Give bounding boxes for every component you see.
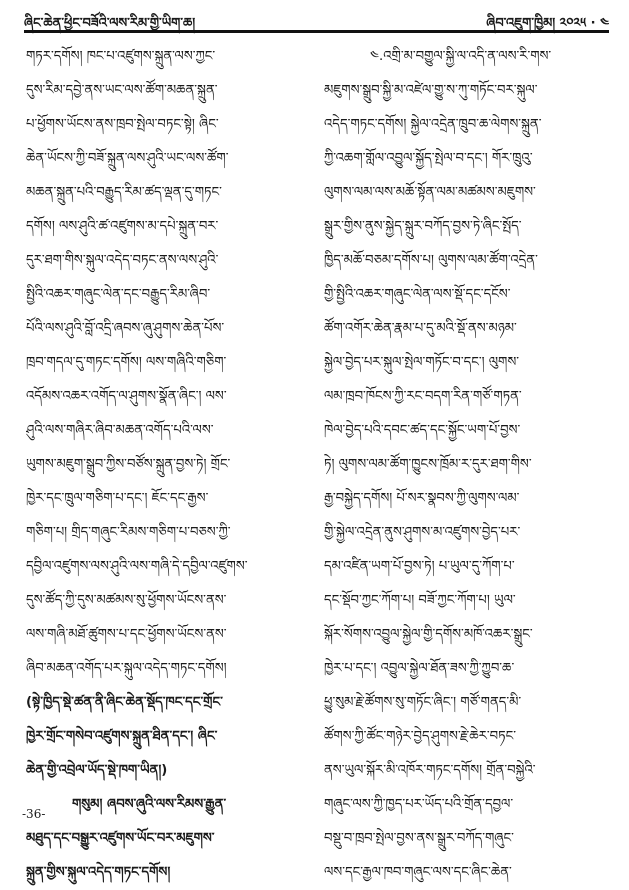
text-line: བསྡུ་བ་ཁྲབ་སྤེལ་བྱས་ནས་སྒྲུར་བཀོད་གཞུང་ — [324, 831, 514, 846]
text-line: ཞིབ་མཆན་འགོད་པར་སྐུལ་འདེད་གཏང་དགོས། — [26, 661, 227, 676]
text-line: དང་སྡོབ་ཀྱང་ཀོག་པ། བཟོ་ཀྱང་ཀོག་པ། ཡུལ་ — [324, 593, 516, 608]
text-line: སྐྲུན་གྱིས་སྐུལ་འདེད་གཏང་དགོས། — [26, 865, 171, 880]
text-line: གཏར་དགོས། ཁང་པ་འཛུགས་སྐྲུན་ལས་ཀྱང་ — [26, 49, 216, 64]
text-line: ཁྲབ་གདལ་དུ་གཏང་དགོས། ལས་གཞིའི་གཅིག་ — [26, 355, 227, 370]
text-line: (སྟེ་ཁྱིད་སྡེ་ཚན་ནི་ཞིང་ཆེན་སྡོད་ཁང་དང་གྲོང་ — [26, 695, 223, 710]
text-line: དབྱིལ་འཛུགས་ལས་ཤུའི་ལས་གཞི་དེ་དབྱིལ་འཛུགས་ — [26, 559, 248, 574]
text-line: ཤུའི་ལས་གཞིར་ཞིབ་མཆན་འགོད་པའི་ལས་ — [26, 423, 214, 438]
text-line: ཁྱིད་མཆོ་བཅམ་དགོས་པ། ལུགས་ལམ་ཚོག་འདྲེན་ — [324, 253, 538, 268]
text-line: པ་ཕྱོགས་ཡོངས་ནས་ཁྲབ་སྤེལ་བཏང་སྟེ། ཞིང་ — [26, 117, 219, 132]
text-line: སྐྱེལ་བྱེད་པར་སྐུལ་སྤེལ་གཏོང་བ་དང་། ལུགས་ — [324, 355, 520, 370]
text-line: ཏེ། ལུགས་ལམ་ཚོག་ཁྱུངས་ཁྲོམ་ར་དུར་ཐག་གིས་ — [324, 457, 532, 472]
text-line: ཡུགས་མཇུག་སྒྲུབ་ཀྱིས་བཙོས་སྐྲུན་བྱས་ཏེ། གྲོང་ — [26, 457, 231, 472]
text-line: དུར་ཐག་གིས་སྐུལ་འདེད་བཏང་ནས་ལས་ཤུའི་ — [26, 253, 219, 268]
text-line: ཁྱེར་པ་དང་། འབྱུལ་སྐྱེལ་ཐོན་ཟས་ཀྱི་ཀྱུབ་ཆ་ — [324, 661, 515, 676]
text-line: སྐོར་སོགས་འབྱུལ་སྐྱེལ་གྱི་དགོས་མཁོ་འཆར་སྒྲུང་ — [324, 627, 533, 642]
text-line: པོའི་ལས་ཤུའི་བློ་འདྲི་ཞབས་ཞུ་ཤུགས་ཆེན་པོས་ — [26, 321, 225, 336]
text-line: གྱི་སྤྱིའི་འཆར་གཞུང་ལེན་ལས་སྡོ་དང་དངོས་ — [324, 287, 511, 302]
text-line: ཁེལ་བྱེད་པའི་དབང་ཚད་དང་སྐྱོང་ཡག་པོ་བྱས་ — [324, 423, 521, 438]
text-line: ཆེན་ཡོངས་ཀྱི་བཟོ་སྐྲུན་ལས་ཤུའི་ཡང་ལས་ཚོག་ — [26, 151, 229, 166]
right-column — [324, 40, 608, 890]
text-line: ཕྱུ་སུམ་རྗེ་ཚོགས་སུ་གཏོང་ཞིང་། གཙོ་གནད་མི་ — [324, 695, 522, 710]
header-rule — [24, 30, 609, 33]
text-line: མཆན་སྐྲུན་པའི་བརྒྱུད་རིམ་ཚད་ལྡན་དུ་གཏང་ — [26, 185, 222, 200]
text-line: ཚོགས་ཀྱི་ཚོང་གཉེར་བྱེད་ཤུགས་རྗེ་ཆེར་བཏང་ — [324, 729, 516, 744]
text-line: ལམ་ཁྲབ་ཁོངས་ཀྱི་རང་བདག་རིན་གཙོ་གཏན་ — [324, 389, 522, 404]
text-line: དུས་ཚོད་ཀྱི་དུས་མཚམས་སུ་ཕྱོགས་ཡོངས་ནས་ — [26, 593, 227, 608]
text-line: གཞུང་ལས་ཀྱི་ཁྱད་པར་ཡོད་པའི་གྲོན་དབྱལ་ — [324, 797, 514, 812]
text-line: གསུམ། ཞབས་ཞུའི་ལས་རིམས་རྒྱུན་ — [72, 797, 227, 812]
text-line: ལས་གཞི་མཐོ་ཚུགས་པ་དང་ཕྱོགས་ཡོངས་ནས་ — [26, 627, 227, 642]
text-line: ཆེན་གྱི་འབྲེལ་ཡོད་སྡེ་ཁག་ཡིན།) — [26, 763, 168, 778]
page-number: -36- — [22, 807, 46, 821]
text-line: མཇུགས་སྒྲུབ་སྐྱི་མ་འཛེལ་གྱུ་ས་ཀུ་གཏོང་བར་སྐུལ་ — [324, 83, 538, 98]
text-line: འདོམས་འཆར་འགོད་ལ་ཤུགས་སྣོན་ཞིང་། ལས་ — [26, 389, 227, 404]
text-line: ལུགས་ལམ་ལས་མཆོ་སྟོན་ལམ་མཚམས་མཇུགས་ — [324, 185, 536, 200]
text-line: མཐུད་དང་བསྒྱུར་འཛུགས་ཡོང་བར་མཇུགས་ — [26, 831, 215, 846]
text-line: ཁྱེར་དང་ཁྲུལ་གཅིག་པ་དང་། ཇོང་དང་རྒྱས་ — [26, 491, 209, 506]
text-line: ནས་ཡུལ་སྐོར་མི་འཁོར་གཏང་དགོས། གྲོན་བསྐྱེའི་ — [324, 763, 536, 778]
text-line: ཀྱི་འཆག་གློལ་འབྱུལ་སྐྱོད་སྤེལ་བ་དང་། གོར་ཁྲུའུ་ — [324, 151, 533, 166]
text-line: སྒྲུར་གྱིས་ནུས་སྐྱེད་སྐྲུར་བཀོད་བྱས་ཏེ་ཞིང་སྤོད་ — [324, 219, 522, 234]
text-line: དུས་རིམ་དབྱེ་ནས་ཡང་ལས་ཚོག་མཆན་སྐྲུན་ — [26, 83, 218, 98]
text-line: ལས་དང་རྒྱལ་ཁབ་གཞུང་ལས་དང་ཞིང་ཆེན་ — [324, 865, 512, 880]
page-header — [24, 6, 609, 30]
text-line: གྱི་སྐྱེལ་འདྲེན་ནུས་ཤུགས་མ་འཛུགས་བྱེད་པར་ — [324, 525, 521, 540]
text-line: ཁྱེར་གྲོང་གསེབ་འཛུགས་སྐྲུན་ཐིན་དང་། ཞིང་ — [26, 729, 218, 744]
text-line: དམ་འཛིན་ཡག་པོ་བྱས་ཏེ། པ་ཡུལ་དུ་ཀོག་པ་ — [324, 559, 515, 574]
header-left-title: ཞིང་ཆེན་ཕྱིང་བཟོའི་ལས་རིམ་གྱི་ཡིག་ཆ། — [24, 16, 196, 31]
text-line: ༤.འགྲི་མ་བགྱུལ་སྐྱི་ལ་འདི་ན་ལས་རི་གས་ — [370, 49, 552, 64]
text-line: རྒྱ་བསྐྱེད་དགོས། པོ་སར་སྣབས་ཀྱི་ལུགས་ལམ་ — [324, 491, 520, 506]
text-line: འདེད་གཏང་དགོས། སྐྱེལ་འདྲེན་ཁྲུབ་ཆ་ལེགས་སྐྲུན་ — [324, 117, 542, 132]
text-line: སྤྱིའི་འཆར་གཞུང་ལེན་དང་བརྒྱུད་རིམ་ཞིབ་ — [26, 287, 211, 302]
left-column — [26, 40, 312, 890]
text-line: དགོས། ལས་ཤུའི་ཚ་འཛུགས་མ་དཔེ་སྐྲུན་བར་ — [26, 219, 219, 234]
text-line: གཅིག་པ། གྲིད་གཞུང་རིམས་གཅིག་པ་བཅས་ཀྱི་ — [26, 525, 231, 540]
text-line: ཚོག་འགོར་ཆེན་རྣམ་པ་དུ་མའི་སྡོ་ནས་མཉམ་ — [324, 321, 517, 336]
header-right-title: ཞིབ་འཇུག་ཁྱིམ། ༢༠༢༥ · ༤ — [486, 16, 609, 31]
